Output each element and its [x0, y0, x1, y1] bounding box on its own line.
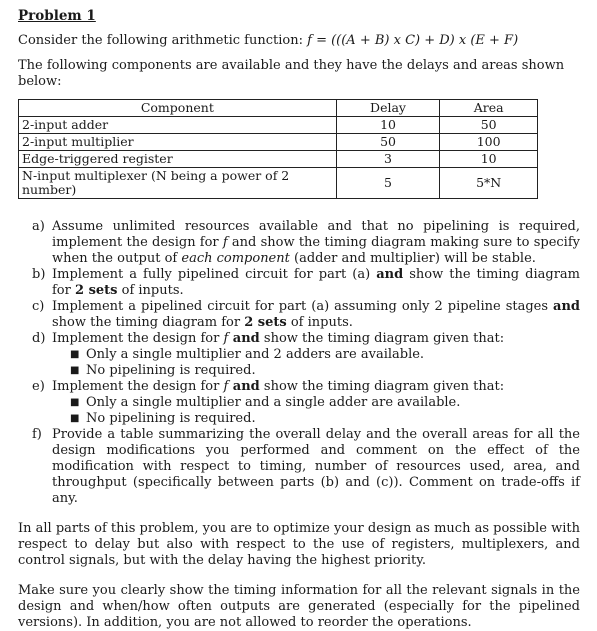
part-marker: e) [32, 379, 45, 394]
part-text: Implement the design for [52, 379, 224, 394]
bullet-icon: ■ [70, 349, 80, 360]
part-d [32, 331, 580, 379]
part-f [32, 427, 580, 507]
problem-page [18, 8, 580, 631]
part-text: (adder and multiplier) will be stable. [289, 251, 536, 266]
part-marker: a) [32, 219, 45, 234]
part-text: Provide a table summarizing the overall delay and the overall areas for all the design modifications you performed and comment on the effect of the modification with respect to timing, number of resources used, area, and throughput (specifically between parts (b) and (c)). Comment on trade-offs if any. [52, 427, 580, 506]
table-row [19, 151, 538, 168]
cell-component: N-input multiplexer (N being a power of 2 number) [19, 168, 337, 199]
header-delay: Delay [336, 100, 440, 117]
part-text-bold: and [376, 267, 404, 282]
part-e [32, 379, 580, 427]
arithmetic-function: f = (((A + B) x C) + D) x (E + F) [307, 33, 519, 48]
bullet-text: No pipelining is required. [86, 363, 256, 378]
cell-area: 100 [440, 134, 538, 151]
list-item [70, 347, 580, 363]
bullet-icon: ■ [70, 397, 80, 408]
bullet-icon: ■ [70, 413, 80, 424]
part-text-italic: f [222, 235, 228, 250]
bullet-text: Only a single multiplier and 2 adders are available. [86, 347, 425, 362]
part-text-italic: each component [181, 251, 290, 266]
part-text-italic: f [223, 331, 229, 346]
part-text: Implement a pipelined circuit for part (a) assuming only 2 pipeline stages [52, 299, 554, 314]
part-marker: c) [32, 299, 45, 314]
part-text: show the timing diagram given that: [259, 379, 505, 394]
part-text-bold: and [228, 379, 260, 394]
part-text-bold: 2 sets [244, 315, 287, 330]
cell-area: 5*N [440, 168, 538, 199]
part-a [32, 219, 580, 267]
components-intro: The following components are available and they have the delays and areas shown below: [18, 58, 565, 89]
part-marker: b) [32, 267, 46, 282]
components-table [18, 99, 538, 199]
timing-note: Make sure you clearly show the timing information for all the relevant signals in the design and when/how often outputs are generated (especially for the pipelined versions). In addition, you are not allowed to reorder the operations. [18, 583, 580, 630]
optimization-note: In all parts of this problem, you are to optimize your design as much as possible with respect to delay but also with respect to the use of registers, multiplexers, and control signals, but with the delay having the highest priority. [18, 521, 580, 568]
part-text: show the timing diagram for [52, 267, 580, 298]
cell-component: Edge-triggered register [19, 151, 337, 168]
part-marker: f) [32, 427, 42, 442]
part-text: Assume unlimited resources available and that no pipelining is required, implement the design for [52, 219, 580, 250]
part-text-italic: f [223, 379, 229, 394]
problem-title: Problem 1 [18, 8, 96, 24]
part-e-bullets [52, 395, 580, 427]
list-item [70, 395, 580, 411]
cell-delay: 5 [336, 168, 440, 199]
bullet-text: Only a single multiplier and a single adder are available. [86, 395, 461, 410]
part-marker: d) [32, 331, 46, 346]
cell-component: 2-input adder [19, 117, 337, 134]
part-d-bullets [52, 347, 580, 379]
bullet-text: No pipelining is required. [86, 411, 256, 426]
parts-list [18, 219, 580, 507]
table-row [19, 168, 538, 199]
cell-delay: 3 [336, 151, 440, 168]
cell-area: 50 [440, 117, 538, 134]
part-text: show the timing diagram given that: [259, 331, 505, 346]
cell-delay: 50 [336, 134, 440, 151]
part-text: Implement the design for [52, 331, 224, 346]
part-text: Implement a fully pipelined circuit for part (a) [52, 267, 377, 282]
part-text-bold: and [553, 299, 580, 314]
part-text: of inputs. [117, 283, 184, 298]
cell-component: 2-input multiplier [19, 134, 337, 151]
table-row [19, 134, 538, 151]
header-area: Area [440, 100, 538, 117]
header-component: Component [19, 100, 337, 117]
list-item [70, 363, 580, 379]
part-text: and show the timing diagram making sure to specify when the output of [52, 235, 580, 266]
part-b [32, 267, 580, 299]
part-text: of inputs. [286, 315, 353, 330]
function-intro: Consider the following arithmetic function: [18, 33, 303, 48]
cell-delay: 10 [336, 117, 440, 134]
part-c [32, 299, 580, 331]
table-header-row [19, 100, 538, 117]
function-statement [18, 33, 580, 49]
table-row [19, 117, 538, 134]
part-text-bold: and [228, 331, 260, 346]
list-item [70, 411, 580, 427]
part-text-bold: 2 sets [75, 283, 118, 298]
cell-area: 10 [440, 151, 538, 168]
bullet-icon: ■ [70, 365, 80, 376]
part-text: show the timing diagram for [52, 315, 245, 330]
